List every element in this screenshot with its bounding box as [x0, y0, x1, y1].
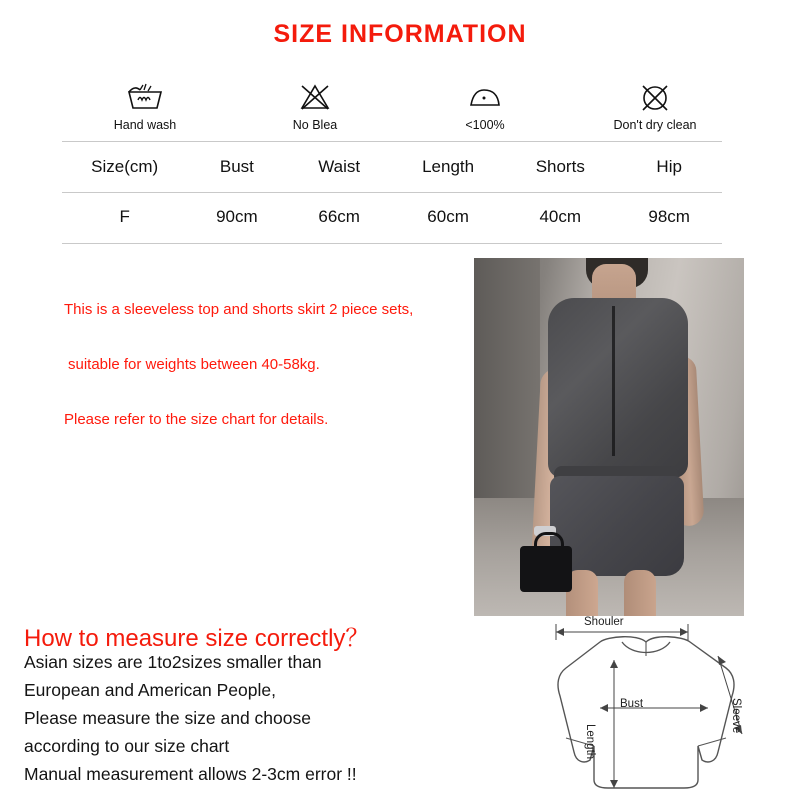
table-cell: 40cm	[539, 207, 582, 226]
description-line: Please refer to the size chart for details.	[64, 411, 329, 428]
hand-wash-icon	[124, 80, 166, 114]
size-table	[62, 142, 722, 242]
table-header-row	[62, 142, 722, 192]
table-header-cell: Shorts	[535, 157, 585, 176]
product-photo	[474, 258, 744, 616]
measure-line: European and American People,	[24, 680, 276, 700]
table-cell: 60cm	[427, 207, 469, 226]
table-row	[62, 192, 722, 242]
care-instructions-row	[60, 80, 740, 132]
care-item-label: Don't dry clean	[613, 118, 697, 132]
table-cell: 66cm	[318, 207, 360, 226]
table-header-cell: Waist	[318, 157, 361, 176]
measure-instructions	[22, 648, 357, 788]
table-rule-bottom	[62, 243, 722, 244]
table-header-cell: Length	[422, 157, 475, 176]
description-line: This is a sleeveless top and shorts skirt 2 piece sets,	[64, 301, 414, 318]
garment-sleeveless-top	[548, 298, 688, 478]
diagram-label-sleeve: Sleeve	[730, 698, 742, 734]
garment-measurement-diagram	[512, 612, 784, 800]
diagram-label-shoulder: Shouler	[584, 616, 624, 628]
measure-line: according to our size chart	[24, 736, 230, 756]
table-header-cell: Size(cm)	[91, 157, 159, 176]
measure-line: Please measure the size and choose	[24, 708, 311, 728]
care-item-no-bleach	[230, 80, 400, 132]
description-line: suitable for weights between 40-58kg.	[68, 356, 320, 373]
model-leg-right	[624, 570, 656, 616]
page-title: SIZE INFORMATION	[273, 20, 527, 48]
table-cell: 90cm	[216, 207, 258, 226]
table-header-cell: Hip	[656, 157, 682, 176]
no-dry-clean-icon	[634, 80, 676, 114]
care-item-hand-wash	[60, 80, 230, 132]
care-item-no-dry-clean	[570, 80, 740, 132]
product-description	[64, 302, 464, 442]
measure-line: Manual measurement allows 2-3cm error !!	[24, 764, 357, 784]
care-item-iron	[400, 80, 570, 132]
table-cell: F	[119, 207, 130, 226]
care-item-label: <100%	[465, 118, 505, 132]
measure-line: Asian sizes are 1to2sizes smaller than	[24, 652, 322, 672]
care-item-label: Hand wash	[113, 118, 177, 132]
no-bleach-icon	[294, 80, 336, 114]
model-handbag	[520, 546, 572, 592]
table-cell: 98cm	[648, 207, 690, 226]
diagram-label-bust: Bust	[620, 698, 644, 710]
care-item-label: No Blea	[292, 118, 338, 132]
table-header-cell: Bust	[219, 157, 254, 176]
garment-outline-svg	[512, 612, 784, 800]
iron-low-heat-icon	[464, 80, 506, 114]
howto-heading: How to measure size correctly？	[24, 625, 370, 652]
diagram-label-length: Length	[584, 724, 596, 760]
